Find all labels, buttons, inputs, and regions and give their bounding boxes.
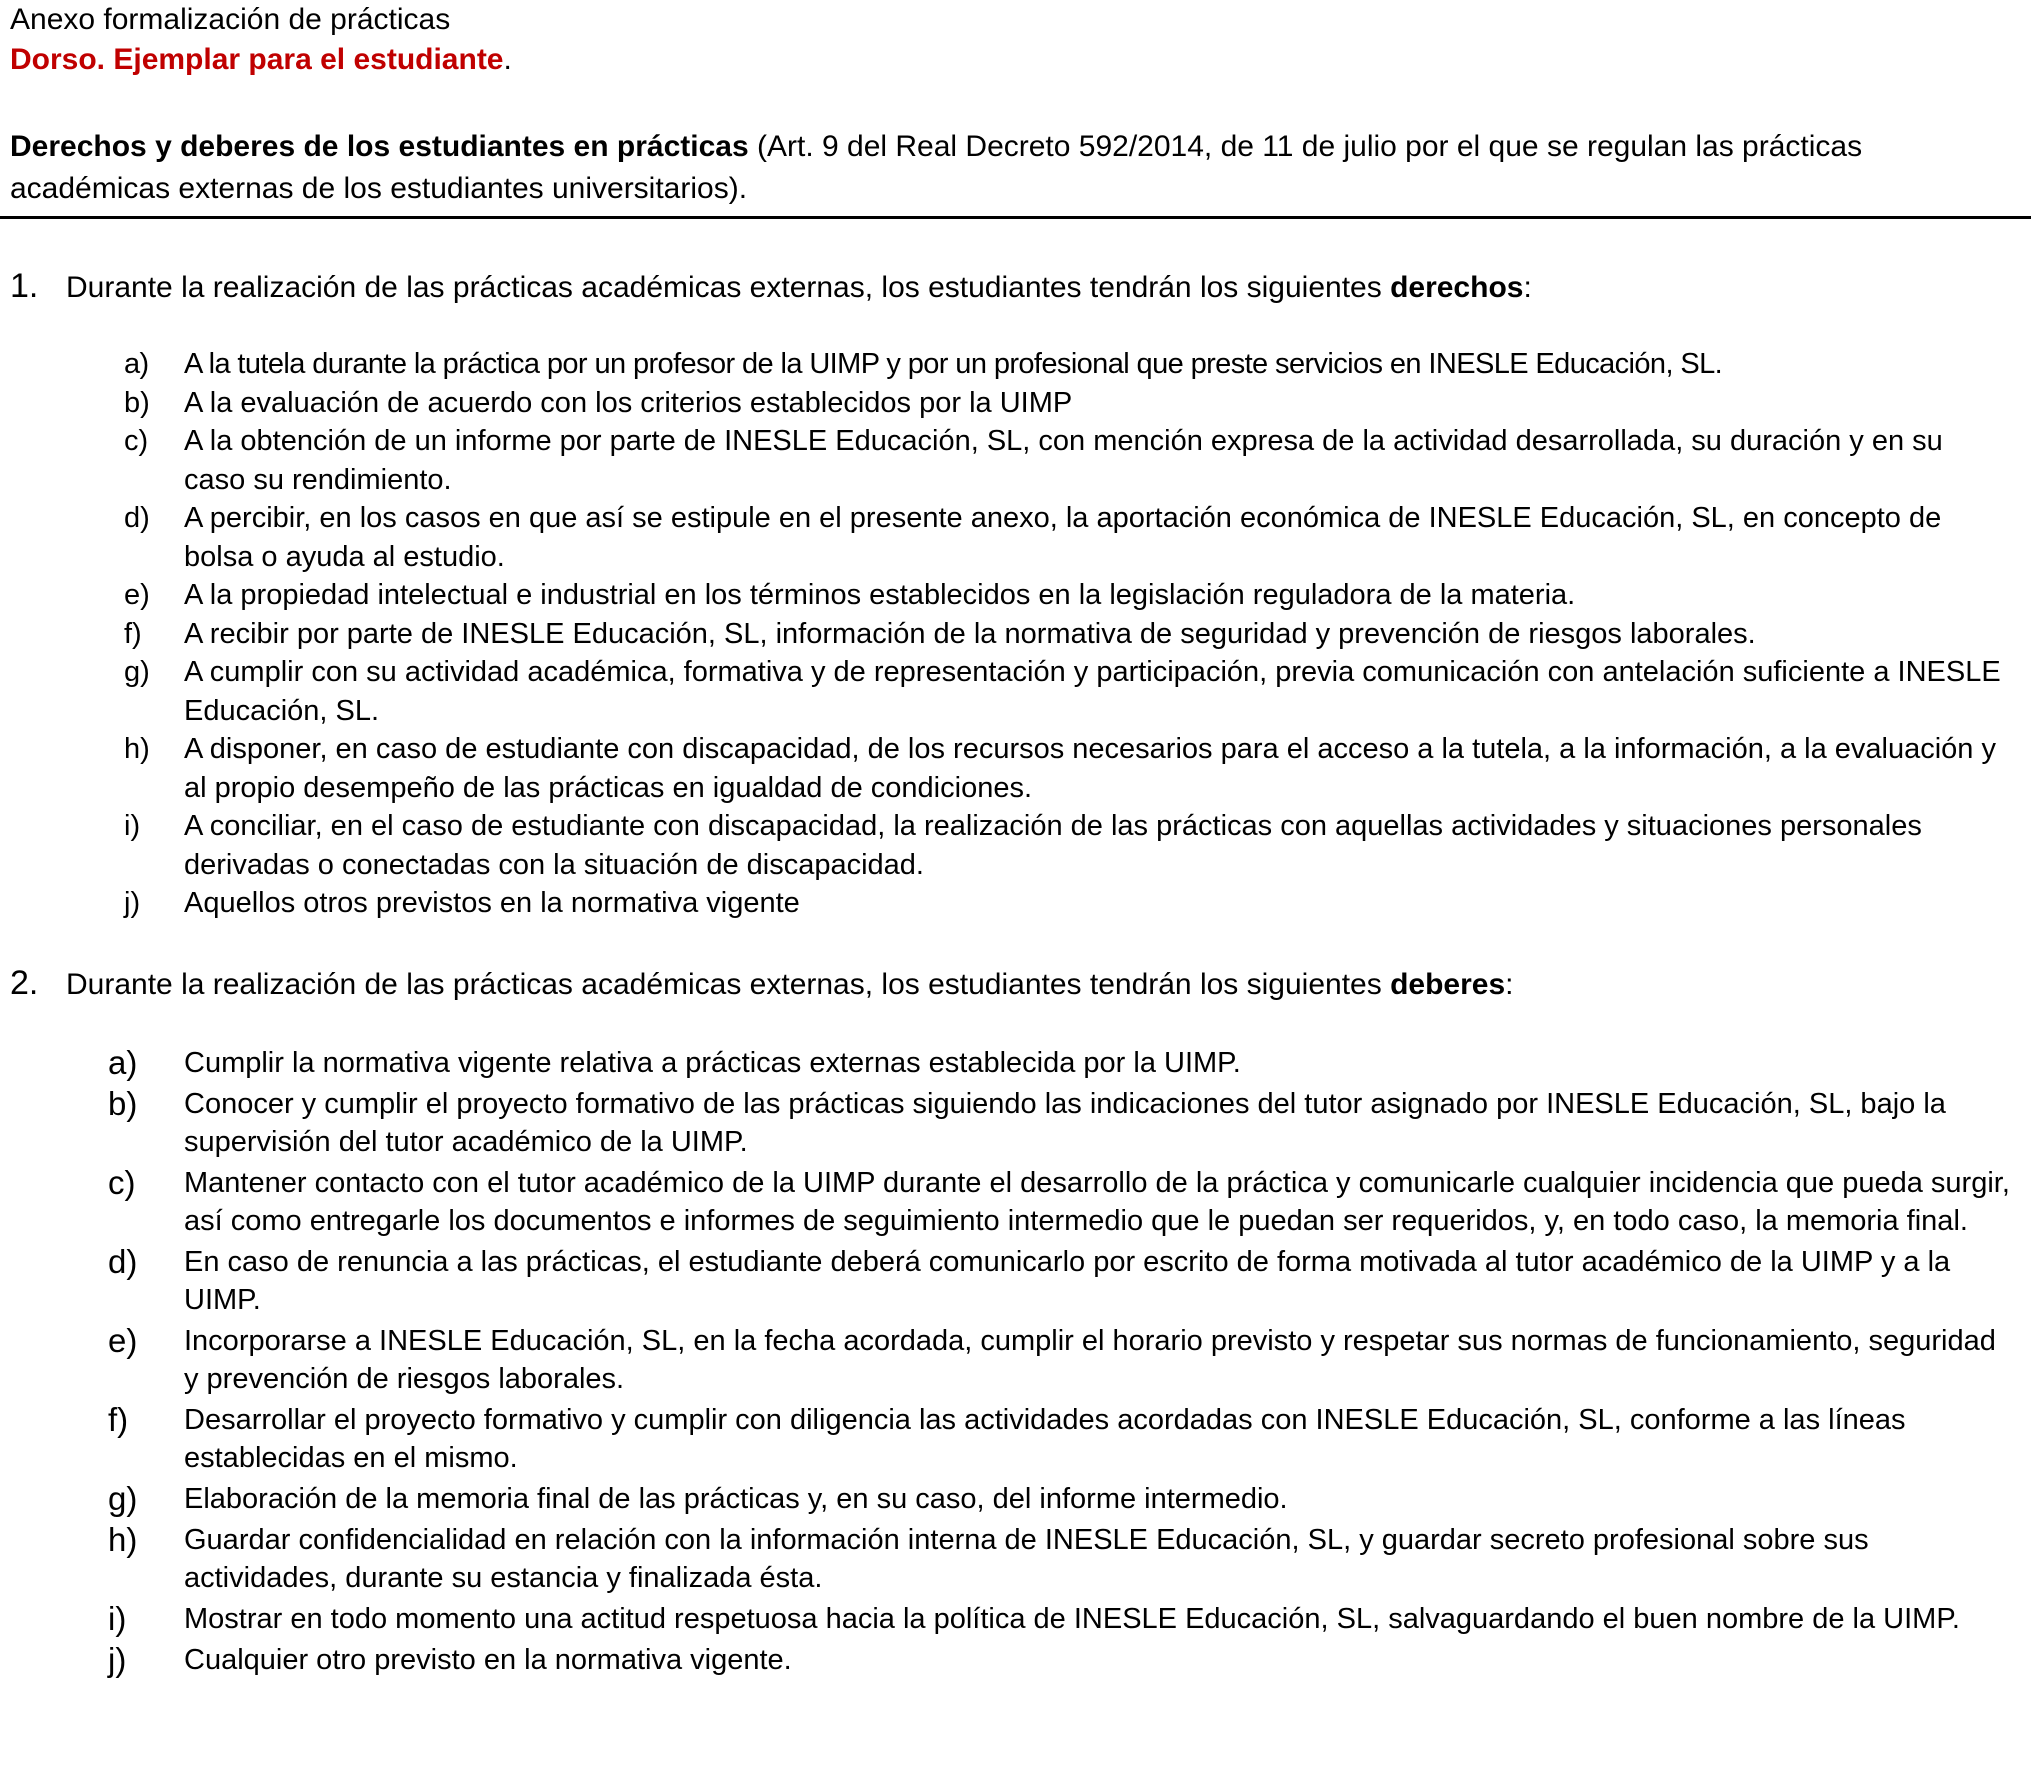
list-item [0, 1085, 2031, 1161]
list-item [0, 1521, 2031, 1597]
copy-designation [10, 40, 2010, 80]
item-label: d) [124, 502, 150, 534]
rights-list [0, 345, 2031, 923]
item-text: A disponer, en caso de estudiante con discapacidad, de los recursos necesarios para el acceso a la tutela, a la información, a la evaluación y al propio desempeño de las prácticas en igualdad de condiciones. [184, 733, 1996, 804]
list-item [0, 1401, 2031, 1477]
item-label: i) [108, 1600, 127, 1637]
duties-list [0, 1044, 2031, 1682]
item-text: A conciliar, en el caso de estudiante con discapacidad, la realización de las prácticas con aquellas actividades y situaciones personales derivadas o conectadas con la situación de discapacidad. [184, 810, 1922, 881]
item-label: e) [124, 579, 150, 611]
item-label: f) [108, 1401, 129, 1438]
item-text: Guardar confidencialidad en relación con la información interna de INESLE Educación, SL, y guardar secreto profesional sobre sus actividades, durante su estancia y finalizada ésta. [184, 1524, 1869, 1594]
item-label: j) [124, 887, 141, 919]
section-rights-title [10, 266, 2010, 308]
list-item [0, 807, 2031, 884]
item-text: Cumplir la normativa vigente relativa a prácticas externas establecida por la UIMP. [184, 1047, 1241, 1079]
item-text: Mantener contacto con el tutor académico de la UIMP durante el desarrollo de la práctica y comunicarle cualquier incidencia que pueda surgir, así como entregarle los documentos e informes de seguimiento intermedio que le puedan ser requeridos, y, en todo caso, la memoria final. [184, 1167, 2010, 1237]
list-item [0, 884, 2031, 923]
document-header [10, 0, 2010, 80]
section-colon: : [1523, 271, 1532, 304]
item-text: A la tutela durante la práctica por un profesor de la UIMP y por un profesional que preste servicios en INESLE Educación, SL. [184, 348, 1723, 380]
list-item [0, 384, 2031, 423]
item-text: Mostrar en todo momento una actitud respetuosa hacia la política de INESLE Educación, SL, salvaguardando el buen nombre de la UIMP. [184, 1603, 1960, 1635]
list-item [0, 1480, 2031, 1518]
item-text: Incorporarse a INESLE Educación, SL, en la fecha acordada, cumplir el horario previsto y respetar sus normas de funcionamiento, seguridad y prevención de riesgos laborales. [184, 1325, 1996, 1395]
list-item [0, 1641, 2031, 1679]
item-label: i) [124, 810, 141, 842]
item-label: a) [124, 348, 149, 380]
list-item [0, 730, 2031, 807]
copy-designation-text: Dorso. Ejemplar para el estudiante [10, 43, 504, 76]
item-label: h) [124, 733, 150, 765]
item-text: En caso de renuncia a las prácticas, el estudiante deberá comunicarlo por escrito de forma motivada al tutor académico de la UIMP y a la UIMP. [184, 1246, 1951, 1316]
section-lead: Durante la realización de las prácticas académicas externas, los estudiantes tendrán los siguientes [66, 271, 1391, 304]
item-text: A cumplir con su actividad académica, formativa y de representación y participación, previa comunicación con antelación suficiente a INESLE Educación, SL. [184, 656, 2001, 727]
intro-paragraph [10, 126, 2000, 210]
list-item [0, 1600, 2031, 1638]
intro-reference: (Art. 9 del Real Decreto 592/2014, de 11 de julio por el que se regulan las prácticas académicas externas de los estudiantes universitarios). [10, 130, 1863, 205]
item-label: c) [108, 1164, 136, 1201]
list-item [0, 615, 2031, 654]
item-label: f) [124, 617, 142, 650]
list-item [0, 576, 2031, 615]
list-item [0, 653, 2031, 730]
list-item [0, 1243, 2031, 1319]
list-item [0, 1164, 2031, 1240]
section-keyword: derechos [1390, 271, 1524, 304]
item-label: g) [108, 1480, 138, 1517]
item-label: b) [108, 1085, 138, 1122]
section-colon: : [1505, 968, 1514, 1001]
item-text: A la obtención de un informe por parte de INESLE Educación, SL, con mención expresa de la actividad desarrollada, su duración y en su caso su rendimiento. [184, 425, 1943, 496]
item-label: d) [108, 1243, 138, 1280]
section-lead: Durante la realización de las prácticas académicas externas, los estudiantes tendrán los siguientes [66, 968, 1391, 1001]
section-duties-title [10, 963, 2010, 1005]
section-keyword: deberes [1390, 968, 1506, 1001]
list-item [0, 499, 2031, 576]
intro-heading: Derechos y deberes de los estudiantes en prácticas [10, 130, 749, 163]
annex-title: Anexo formalización de prácticas [10, 3, 451, 36]
section-number: 1. [10, 267, 39, 305]
item-text: A la evaluación de acuerdo con los criterios establecidos por la UIMP [184, 386, 1073, 419]
copy-designation-period: . [503, 43, 512, 76]
list-item [0, 1044, 2031, 1082]
section-number: 2. [10, 964, 39, 1002]
list-item [0, 1322, 2031, 1398]
list-item [0, 422, 2031, 499]
item-text: A percibir, en los casos en que así se estipule en el presente anexo, la aportación económica de INESLE Educación, SL, en concepto de bolsa o ayuda al estudio. [184, 502, 1942, 573]
item-text: Desarrollar el proyecto formativo y cumplir con diligencia las actividades acordadas con INESLE Educación, SL, conforme a las líneas establecidas en el mismo. [184, 1404, 1906, 1474]
item-label: h) [108, 1521, 138, 1558]
item-label: b) [124, 386, 150, 419]
item-label: g) [124, 656, 150, 688]
item-text: Aquellos otros previstos en la normativa vigente [184, 887, 800, 919]
item-text: A la propiedad intelectual e industrial en los términos establecidos en la legislación reguladora de la materia. [184, 579, 1576, 611]
item-label: a) [108, 1044, 138, 1081]
item-text: Conocer y cumplir el proyecto formativo de las prácticas siguiendo las indicaciones del tutor asignado por INESLE Educación, SL, bajo la supervisión del tutor académico de la UIMP. [184, 1088, 1946, 1158]
item-text: Cualquier otro previsto en la normativa vigente. [184, 1644, 792, 1676]
item-text: Elaboración de la memoria final de las prácticas y, en su caso, del informe intermedio. [184, 1483, 1288, 1515]
item-label: e) [108, 1322, 138, 1359]
item-label: c) [124, 425, 149, 457]
item-text: A recibir por parte de INESLE Educación, SL, información de la normativa de seguridad y prevención de riesgos laborales. [184, 617, 1756, 650]
list-item [0, 345, 2031, 384]
divider-line [0, 216, 2031, 219]
item-label: j) [108, 1641, 127, 1678]
